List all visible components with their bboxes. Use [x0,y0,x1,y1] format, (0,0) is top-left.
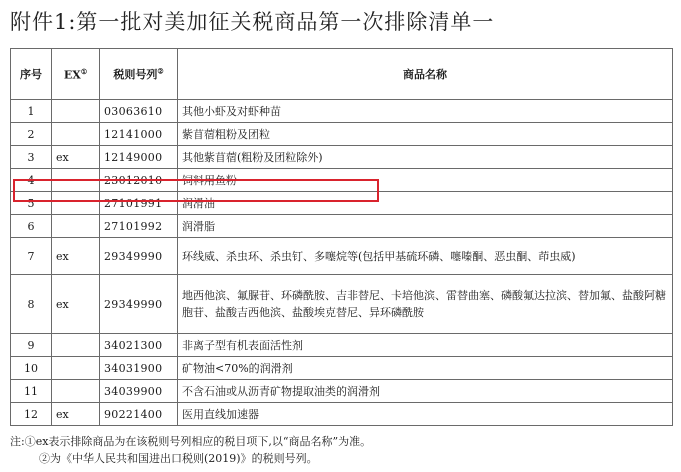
exclusion-table [10,48,673,426]
cell-seq: 4 [11,169,52,192]
cell-code: 27101991 [100,192,178,215]
cell-name: 不含石油或从沥青矿物提取油类的润滑剂 [178,380,673,403]
cell-ex [52,169,100,192]
table-row [11,123,673,146]
cell-seq: 3 [11,146,52,169]
footnote-mark: ② [157,66,164,76]
cell-ex [52,357,100,380]
table-row [11,403,673,426]
cell-ex: ex [52,238,100,275]
cell-seq: 8 [11,275,52,334]
cell-code: 34021300 [100,334,178,357]
cell-code: 12141000 [100,123,178,146]
cell-seq: 1 [11,100,52,123]
cell-name: 环线威、杀虫环、杀虫钉、多噻烷等(包括甲基硫环磷、噻嗪酮、恶虫酮、茚虫威) [178,238,673,275]
cell-name: 润滑油 [178,192,673,215]
cell-seq: 11 [11,380,52,403]
table-row [11,169,673,192]
table-row [11,334,673,357]
cell-ex [52,100,100,123]
cell-ex [52,123,100,146]
cell-ex: ex [52,403,100,426]
cell-code: 12149000 [100,146,178,169]
cell-ex [52,192,100,215]
cell-name: 地西他滨、氟脲苷、环磷酰胺、吉非替尼、卡培他滨、雷替曲塞、磷酸氟达拉滨、替加氟、盐酸阿糖胞苷、盐酸吉西他滨、盐酸埃克替尼、异环磷酰胺 [178,275,673,334]
header-seq: 序号 [11,49,52,100]
cell-ex [52,334,100,357]
cell-name: 矿物油<70%的润滑剂 [178,357,673,380]
cell-seq: 5 [11,192,52,215]
footnotes [10,433,371,467]
table-row [11,146,673,169]
header-ex: EX① [52,49,100,100]
table-row [11,215,673,238]
cell-seq: 12 [11,403,52,426]
cell-ex: ex [52,275,100,334]
cell-seq: 10 [11,357,52,380]
table-row [11,192,673,215]
cell-code: 34031900 [100,357,178,380]
page-title: 附件1:第一批对美加征关税商品第一次排除清单一 [10,10,495,34]
cell-code: 23012010 [100,169,178,192]
cell-seq: 9 [11,334,52,357]
table-row [11,357,673,380]
cell-seq: 2 [11,123,52,146]
cell-name: 其他紫苜蓿(粗粉及团粒除外) [178,146,673,169]
cell-code: 03063610 [100,100,178,123]
table-row [11,275,673,334]
cell-code: 29349990 [100,275,178,334]
cell-name: 其他小虾及对虾种苗 [178,100,673,123]
cell-name: 非离子型有机表面活性剂 [178,334,673,357]
cell-code: 90221400 [100,403,178,426]
table-row [11,238,673,275]
cell-name: 紫苜蓿粗粉及团粒 [178,123,673,146]
cell-code: 27101992 [100,215,178,238]
cell-ex: ex [52,146,100,169]
cell-seq: 6 [11,215,52,238]
footnote-mark: ① [80,66,88,76]
table-row [11,100,673,123]
cell-name: 润滑脂 [178,215,673,238]
footnote-1: 注:①ex表示排除商品为在该税则号列相应的税目项下,以“商品名称”为准。 [10,435,372,448]
footnote-2: ②为《中华人民共和国进出口税则(2019)》的税则号列。 [39,452,318,465]
header-name: 商品名称 [178,49,673,100]
cell-ex [52,215,100,238]
cell-code: 29349990 [100,238,178,275]
cell-ex [52,380,100,403]
cell-seq: 7 [11,238,52,275]
table-header-row [11,49,673,100]
cell-name: 饲料用鱼粉 [178,169,673,192]
cell-name: 医用直线加速器 [178,403,673,426]
header-code: 税则号列② [100,49,178,100]
table-row [11,380,673,403]
cell-code: 34039900 [100,380,178,403]
